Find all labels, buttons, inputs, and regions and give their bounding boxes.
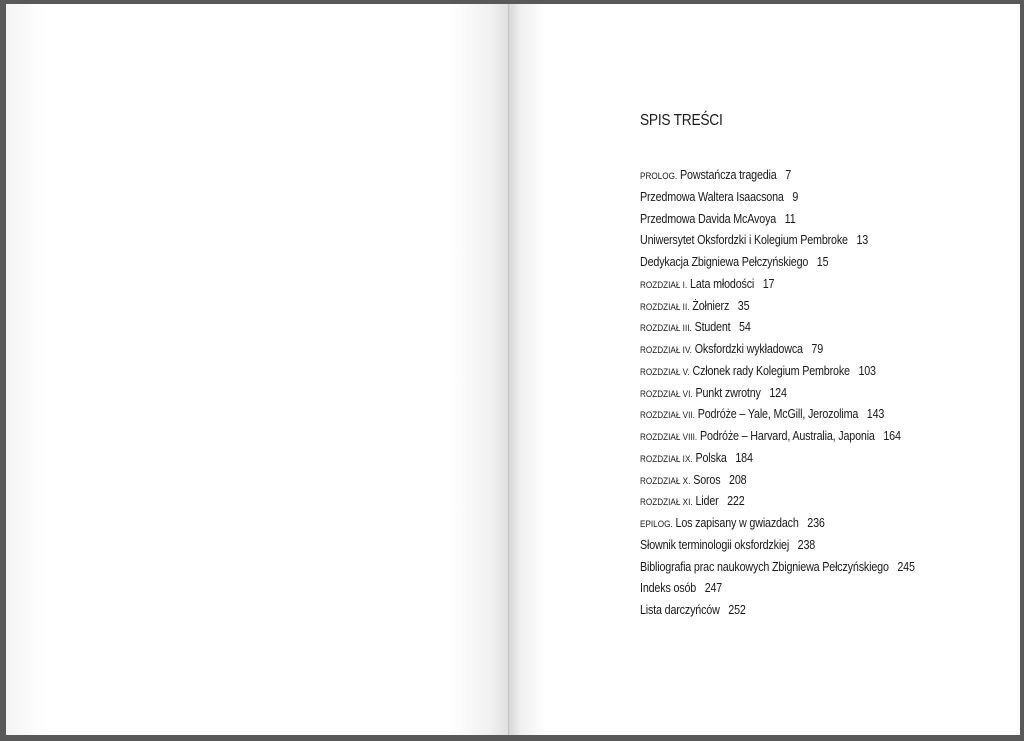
toc-entry-prefix: ROZDZIAŁ IV. <box>640 345 692 356</box>
toc-entry <box>640 339 915 361</box>
toc-entry-title: Polska <box>695 450 727 465</box>
left-page <box>6 4 510 735</box>
toc-entry-page: 124 <box>769 385 787 400</box>
toc-entry-title: Lista darczyńców <box>640 603 720 617</box>
toc-entry-prefix: ROZDZIAŁ IX. <box>640 453 693 465</box>
toc-entry <box>640 361 915 383</box>
toc-entry-title: Przedmowa Waltera Isaacsona <box>640 189 784 204</box>
toc-entry-prefix: ROZDZIAŁ I. <box>640 279 688 291</box>
toc-entry-title: Żołnierz <box>692 298 730 313</box>
toc-entry-title: Dedykacja Zbigniewa Pełczyńskiego <box>640 255 809 269</box>
toc-entry-title: Powstańcza tragedia <box>680 168 777 182</box>
toc-entry-page: 245 <box>897 559 915 574</box>
toc-entry-prefix: ROZDZIAŁ V. <box>640 366 690 378</box>
toc-entry-title: Słownik terminologii oksfordzkiej <box>640 537 790 552</box>
toc-entry <box>640 252 915 274</box>
toc-entry-page: 184 <box>735 450 753 465</box>
toc-entry-title: Bibliografia prac naukowych Zbigniewa Pełczyńskiego <box>640 559 889 574</box>
toc-entry-page: 143 <box>866 407 885 422</box>
toc-entry-prefix: ROZDZIAŁ X. <box>640 475 691 487</box>
toc-entry <box>640 165 915 187</box>
toc-entry-page: 9 <box>792 189 799 204</box>
toc-entry-page: 11 <box>784 211 796 226</box>
toc-entry-page: 103 <box>858 363 876 378</box>
toc-entry-page: 164 <box>883 429 901 443</box>
toc-entry <box>640 317 915 339</box>
toc-entry-prefix: ROZDZIAŁ III. <box>640 323 692 335</box>
toc-entry <box>640 296 915 318</box>
toc-entry <box>640 535 915 557</box>
toc-entry-title: Student <box>694 320 731 335</box>
toc-entry-prefix: ROZDZIAŁ VI. <box>640 388 693 400</box>
toc-entry <box>640 230 915 252</box>
toc-entry-title: Uniwersytet Oksfordzki i Kolegium Pembroke <box>640 233 848 248</box>
toc-entry <box>640 383 915 405</box>
toc-entry-prefix: EPILOG. <box>640 519 673 530</box>
toc-entry-page: 35 <box>737 298 750 313</box>
toc-entry-title: Członek rady Kolegium Pembroke <box>692 363 850 378</box>
toc-entry-page: 252 <box>728 603 746 617</box>
toc-entry <box>640 187 915 209</box>
toc-entry-title: Lata młodości <box>690 276 755 291</box>
toc-entry-page: 17 <box>762 276 775 291</box>
toc-list <box>640 165 960 622</box>
toc-entry <box>640 448 915 470</box>
toc-entry-title: Los zapisany w gwiazdach <box>675 516 799 530</box>
toc-entry-title: Podróże – Harvard, Australia, Japonia <box>700 429 875 443</box>
toc-entry <box>640 404 915 426</box>
toc-entry-title: Oksfordzki wykładowca <box>694 342 803 356</box>
toc-entry <box>640 491 915 513</box>
toc-entry <box>640 513 915 535</box>
toc-entry-page: 238 <box>797 537 816 552</box>
toc-entry-prefix: ROZDZIAŁ II. <box>640 301 690 313</box>
toc-entry-page: 222 <box>727 494 745 509</box>
toc-entry-title: Punkt zwrotny <box>695 385 761 400</box>
toc-entry-title: Przedmowa Davida McAvoya <box>640 211 777 226</box>
toc-entry-page: 15 <box>816 255 829 269</box>
toc-entry <box>640 209 915 231</box>
toc-entry <box>640 557 915 579</box>
toc-entry <box>640 600 915 622</box>
toc-entry-page: 79 <box>811 342 824 356</box>
book-gutter <box>508 4 511 735</box>
toc-entry-page: 54 <box>739 320 751 335</box>
toc-entry <box>640 274 915 296</box>
toc-entry <box>640 578 915 600</box>
toc-entry <box>640 470 915 492</box>
toc-entry-page: 247 <box>704 581 723 596</box>
toc-entry <box>640 426 915 448</box>
toc-entry-title: Podróże – Yale, McGill, Jerozolima <box>697 407 859 422</box>
toc-entry-prefix: ROZDZIAŁ XI. <box>640 497 693 509</box>
toc-entry-prefix: ROZDZIAŁ VIII. <box>640 432 698 443</box>
toc-entry-page: 7 <box>785 168 792 182</box>
toc-entry-page: 13 <box>856 233 869 248</box>
toc-entry-prefix: ROZDZIAŁ VII. <box>640 410 695 422</box>
toc-entry-page: 236 <box>807 516 825 530</box>
toc-entry-title: Indeks osób <box>640 581 697 596</box>
toc-entry-title: Soros <box>693 472 721 487</box>
toc-entry-prefix: PROLOG. <box>640 171 678 182</box>
toc-entry-title: Lider <box>695 494 719 509</box>
toc-entry-page: 208 <box>729 472 747 487</box>
toc-title: SPIS TREŚCI <box>640 112 723 129</box>
